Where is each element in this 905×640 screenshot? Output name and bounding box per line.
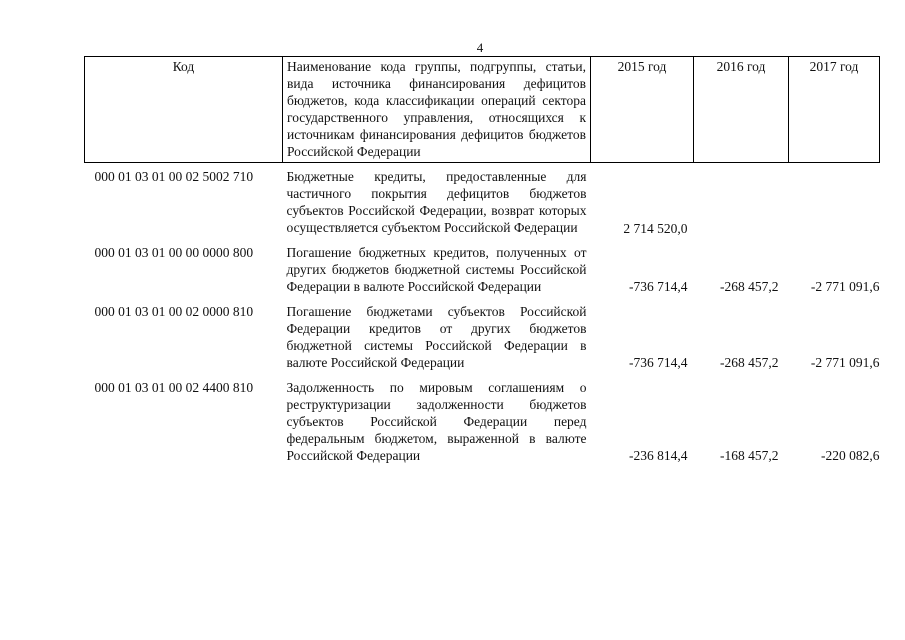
row-value-2016: -268 457,2	[720, 279, 779, 294]
financing-sources-table	[84, 56, 880, 467]
row-name: Задолженность по мировым соглашениям о реструктуризации задолженности бюджетов субъектов Российской Федерации перед федеральным бюджетом, выраженной в валюте Российской Федерации	[286, 380, 587, 463]
row-code: 000 01 03 01 00 02 5002 710	[94, 169, 254, 184]
row-value-2017: -2 771 091,6	[810, 279, 880, 294]
table-header	[85, 57, 880, 163]
table-row	[85, 374, 880, 467]
row-value-2016: -268 457,2	[720, 355, 779, 370]
row-value-2015: -236 814,4	[629, 448, 688, 463]
table-row	[85, 298, 880, 374]
row-value-2015: -736 714,4	[629, 355, 688, 370]
header-name: Наименование кода группы, подгруппы, статьи, вида источника финансирования дефицитов бюджетов, кода классификации операций сектора государственного управления, относящихся к источникам финансирования дефицитов бюджетов Российской Федерации	[283, 57, 591, 163]
row-value-2015: 2 714 520,0	[623, 221, 688, 236]
header-year-2017: 2017 год	[789, 57, 880, 163]
row-name: Погашение бюджетами субъектов Российской Федерации кредитов от других бюджетов бюджетной системы Российской Федерации в валюте Российской Федерации	[286, 304, 587, 370]
row-code: 000 01 03 01 00 02 4400 810	[94, 380, 254, 395]
row-code: 000 01 03 01 00 02 0000 810	[94, 304, 254, 319]
row-value-2017: -220 082,6	[821, 448, 880, 463]
header-year-2016: 2016 год	[694, 57, 789, 163]
row-name: Бюджетные кредиты, предоставленные для частичного покрытия дефицитов бюджетов субъектов Российской Федерации, возврат которых осуществляется субъектом Российской Федерации	[286, 169, 587, 235]
row-value-2016	[694, 163, 789, 240]
table-body	[85, 163, 880, 468]
row-value-2017: -2 771 091,6	[810, 355, 880, 370]
table-row	[85, 239, 880, 298]
header-row	[85, 57, 880, 163]
row-name: Погашение бюджетных кредитов, полученных от других бюджетов бюджетной системы Российской Федерации в валюте Российской Федерации	[286, 245, 587, 294]
page-number: 4	[476, 40, 484, 55]
row-code: 000 01 03 01 00 00 0000 800	[94, 245, 254, 260]
row-value-2017	[789, 163, 880, 240]
table-row	[85, 163, 880, 240]
header-code: Код	[85, 57, 283, 163]
row-value-2015: -736 714,4	[629, 279, 688, 294]
header-year-2015: 2015 год	[591, 57, 694, 163]
row-value-2016: -168 457,2	[720, 448, 779, 463]
